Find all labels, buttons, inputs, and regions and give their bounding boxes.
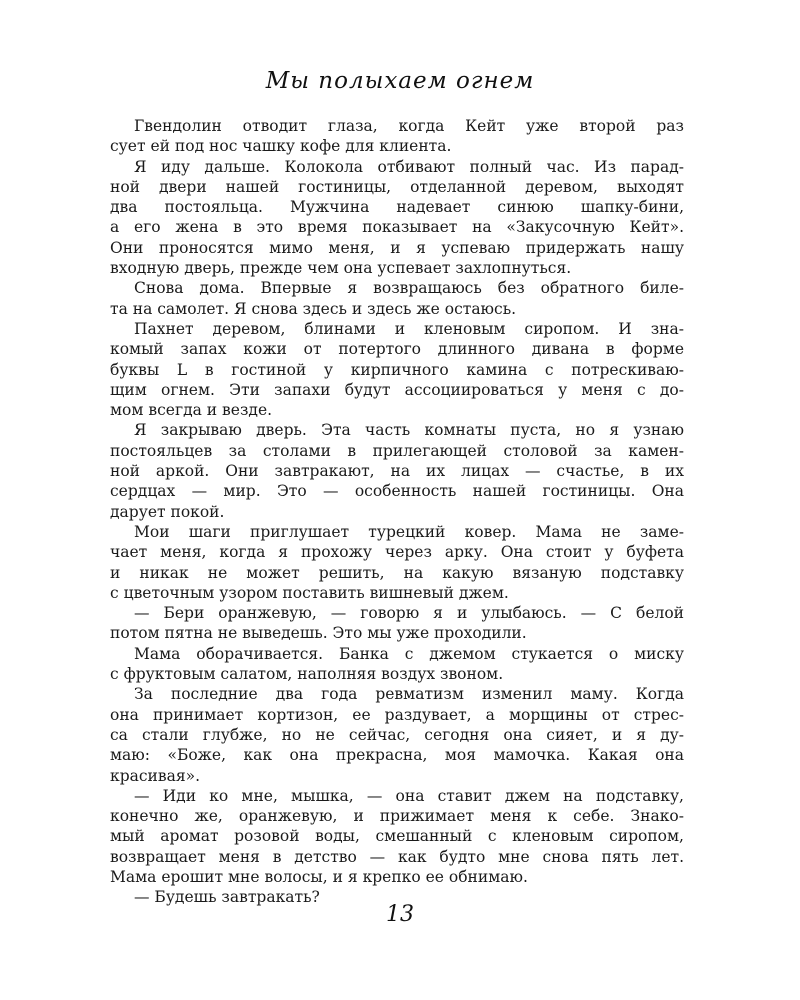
text-line: потом пятна не выведешь. Это мы уже проходили. [110,624,527,643]
running-title: Мы полыхаем огнем [265,68,535,94]
text-line: Я иду дальше. Колокола отбивают полный час. Из парад- [134,157,684,176]
paragraph [110,420,684,521]
text-line: конечно же, оранжевую, и прижимает меня к себе. Знако- [110,807,684,826]
paragraph [110,319,684,420]
text-line: чает меня, когда я прохожу через арку. Она стоит у буфета [110,543,684,562]
text-line: щим огнем. Эти запахи будут ассоциироваться у меня с до- [110,380,684,399]
text-line: — Бери оранжевую, — говорю я и улыбаюсь. — С белой [134,604,684,623]
paragraph [110,603,684,644]
paragraph [110,684,684,785]
text-line: маю: «Боже, как она прекрасна, моя мамочка. Какая она [110,746,684,765]
text-line: с фруктовым салатом, наполняя воздух звоном. [110,665,504,684]
text-line: Снова дома. Впервые я возвращаюсь без обратного биле- [134,279,684,298]
text-line: она принимает кортизон, ее раздувает, а морщины от стрес- [110,705,684,724]
body-text [110,116,684,908]
text-line: ной аркой. Они завтракают, на их лицах — счастье, в их [110,462,684,481]
text-line: Они проносятся мимо меня, и я успеваю придержать нашу [110,238,684,257]
text-line: возвращает меня в детство — как будто мне снова пять лет. [110,847,684,866]
text-line: мом всегда и везде. [110,401,273,420]
text-line: са стали глубже, но не сейчас, сегодня она сияет, и я ду- [110,725,684,744]
text-line: — Будешь завтракать? [134,888,320,907]
text-line: красивая». [110,766,201,785]
text-line: За последние два года ревматизм изменил маму. Когда [134,685,684,704]
page-number: 13 [386,902,414,927]
text-line: сердцах — мир. Это — особенность нашей гостиницы. Она [110,482,684,501]
text-line: Мама ерошит мне волосы, и я крепко ее обнимаю. [110,867,528,886]
text-line: комый запах кожи от потертого длинного дивана в форме [110,340,684,359]
text-line: сует ей под нос чашку кофе для клиента. [110,137,452,156]
paragraph [110,116,684,157]
paragraph [110,522,684,603]
text-line: ной двери нашей гостиницы, отделанной деревом, выходят [110,177,684,196]
text-line: постояльцев за столами в прилегающей столовой за камен- [110,441,684,460]
paragraph [110,157,684,279]
text-line: Гвендолин отводит глаза, когда Кейт уже второй раз [134,117,684,135]
text-line: два постояльца. Мужчина надевает синюю шапку-бини, [110,198,684,217]
paragraph [110,644,684,685]
text-line: дарует покой. [110,502,225,521]
text-line: Я закрываю дверь. Эта часть комнаты пуста, но я узнаю [134,421,684,440]
text-line: входную дверь, прежде чем она успевает захлопнуться. [110,259,572,278]
text-line: та на самолет. Я снова здесь и здесь же остаюсь. [110,299,517,318]
text-line: — Иди ко мне, мышка, — она ставит джем на подставку, [134,786,684,805]
text-line: буквы L в гостиной у кирпичного камина с потрескиваю- [110,360,684,379]
text-line: с цветочным узором поставить вишневый джем. [110,583,509,602]
paragraph [110,278,684,319]
text-line: Мои шаги приглушает турецкий ковер. Мама не заме- [134,522,684,541]
text-line: Пахнет деревом, блинами и кленовым сиропом. И зна- [134,319,684,338]
paragraph [110,786,684,887]
text-line: Мама оборачивается. Банка с джемом стукается о миску [134,644,684,663]
text-line: мый аромат розовой воды, смешанный с кленовым сиропом, [110,827,684,846]
text-line: и никак не может решить, на какую вязаную подставку [110,563,684,582]
text-line: а его жена в это время показывает на «Закусочную Кейт». [110,218,684,237]
